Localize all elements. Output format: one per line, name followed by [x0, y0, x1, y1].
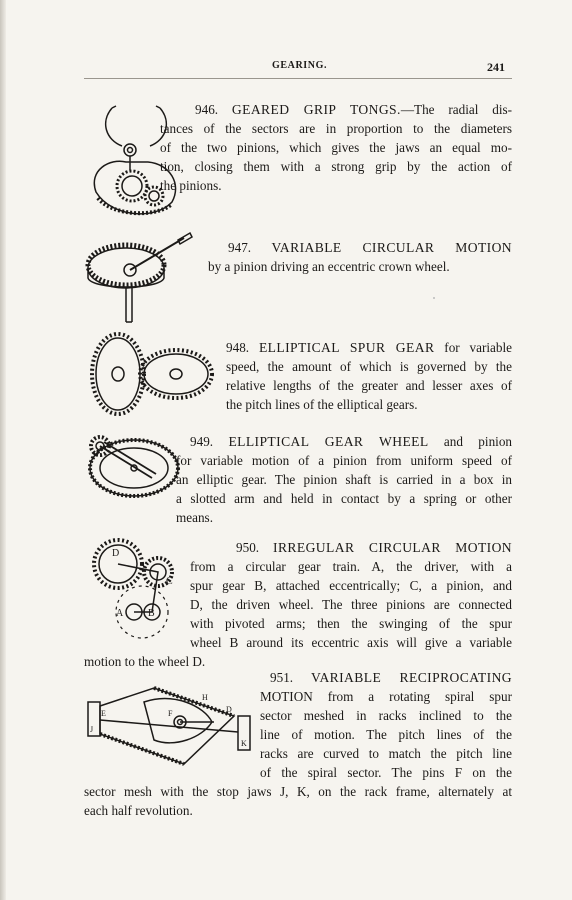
entry-text-line: tances of the sectors are in proportion to the diameters	[160, 121, 512, 136]
entry-951-body	[260, 687, 512, 782]
entry-951	[270, 668, 512, 687]
entry-title: ELLIPTICAL GEAR WHEEL	[228, 434, 429, 449]
entry-text-line: each half revolution.	[84, 803, 193, 818]
entry-text-line: tion, closing them with a strong grip by the action of	[160, 159, 512, 174]
entry-number: 947.	[228, 240, 252, 255]
entry-number: 948.	[226, 340, 250, 355]
entry-text-line: of the two pinions, which gives the jaws an equal mo-	[160, 140, 512, 155]
entry-title: VARIABLE RECIPROCATING	[310, 670, 512, 685]
entry-number: 946.	[195, 102, 219, 117]
page-edge-shadow	[0, 0, 6, 900]
entry-text-line: the pinions.	[160, 178, 222, 193]
entry-text-line: sector mesh with the stop jaws J, K, on the rack frame, alternately at	[84, 784, 512, 799]
running-header-title: GEARING.	[272, 60, 328, 71]
entry-text-line: speed, the amount of which is governed by the	[226, 359, 512, 374]
entry-text-line: MOTION from a rotating spiral spur	[260, 689, 512, 704]
entry-949	[190, 432, 512, 451]
figure-label: H	[202, 693, 208, 702]
entry-text-line: relative lengths of the greater and lesser axes of	[226, 378, 512, 393]
figure-label: D	[226, 705, 232, 714]
entry-text-line: by a pinion driving an eccentric crown wheel.	[208, 259, 450, 274]
entry-text-line: racks are curved to match the pitch line	[260, 746, 512, 761]
entry-title: IRREGULAR CIRCULAR MOTION	[273, 540, 513, 555]
figure-label: E	[101, 709, 106, 718]
entry-948-body	[226, 357, 512, 414]
entry-text-line: of the spiral sector. The pins F on the	[260, 765, 512, 780]
entry-946-body	[160, 119, 512, 195]
entry-950-body	[190, 557, 512, 652]
spiral-sector-rack-illustration	[84, 676, 256, 772]
entry-text-line: wheel B around its eccentric axis will give a variable	[190, 635, 512, 650]
gear-train-illustration	[86, 536, 190, 644]
entry-947	[228, 238, 512, 257]
entry-text-line: for variable motion of a pinion from uniform speed of	[176, 453, 512, 468]
entry-number: 951.	[270, 670, 294, 685]
crown-wheel-illustration	[82, 228, 197, 328]
entry-947-body	[208, 257, 512, 276]
entry-text-line: a slotted arm and held in contact by a spring or other	[176, 491, 512, 506]
entry-text-line: means.	[176, 510, 213, 525]
figure-label: A	[116, 608, 124, 619]
entry-text-line: the pitch lines of the elliptical gears.	[226, 397, 418, 412]
page-number: 241	[487, 60, 505, 74]
entry-number: 950.	[236, 540, 260, 555]
entry-948	[226, 338, 512, 357]
figure-label: D	[112, 548, 120, 559]
entry-text-line: The radial dis-	[414, 102, 513, 117]
entry-text-line: from a circular gear train. A, the driver, with a	[190, 559, 512, 574]
entry-text-line: sector meshed in racks inclined to the	[260, 708, 512, 723]
entry-text-line: for variable	[444, 340, 513, 355]
entry-text-line: spur gear B, attached eccentrically; C, a pinion, and	[190, 578, 512, 593]
elliptical-gear-wheel-illustration	[84, 430, 184, 504]
entry-950	[236, 538, 512, 557]
entry-title: VARIABLE CIRCULAR MOTION	[271, 240, 513, 255]
entry-title: ELLIPTICAL SPUR GEAR	[258, 340, 435, 355]
figure-label: B	[148, 608, 155, 619]
entry-946: 946. GEARED GRIP TONGS.—The radial dis-	[195, 102, 513, 117]
entry-text-line: and pinion	[443, 434, 513, 449]
entry-title: GEARED GRIP TONGS.	[231, 102, 401, 117]
entry-text-line: line of motion. The pitch lines of the	[260, 727, 512, 742]
figure-label: F	[168, 709, 173, 718]
entry-text-line: with pivoted arms; then the swinging of the spur	[190, 616, 512, 631]
entry-text-line: motion to the wheel D.	[84, 654, 206, 669]
figure-label: J	[90, 725, 94, 734]
figure-label: C	[166, 576, 173, 587]
figure-label: K	[241, 739, 247, 748]
entry-949-body	[176, 451, 512, 527]
entry-951-tail	[84, 782, 512, 820]
header-rule	[84, 78, 512, 79]
entry-number: 949.	[190, 434, 214, 449]
entry-text-line: an elliptic gear. The pinion shaft is carried in a box in	[176, 472, 512, 487]
entry-text-line: D, the driven wheel. The three pinions are connected	[190, 597, 512, 612]
print-speck	[433, 297, 435, 299]
elliptical-spur-gears-illustration	[84, 332, 214, 416]
